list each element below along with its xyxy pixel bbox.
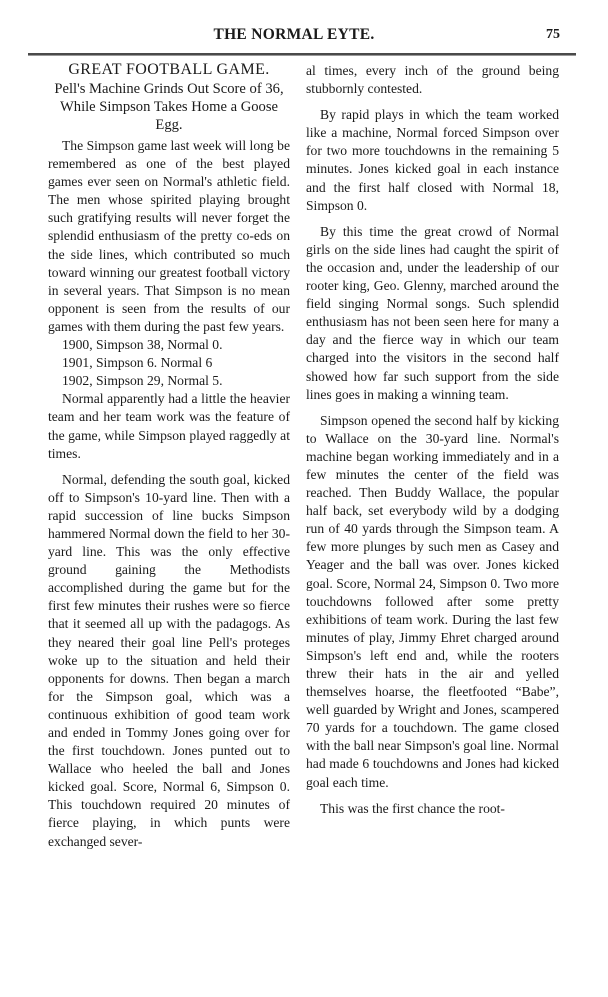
paragraph: Normal apparently had a little the heavier team and her team work was the feature of the game, while Simpson played raggedly at times. — [48, 391, 290, 461]
article-subheadline: Pell's Machine Grinds Out Score of 36, While Simpson Takes Home a Goose Egg. — [54, 81, 284, 133]
page-header — [28, 26, 560, 48]
right-column — [306, 62, 559, 818]
left-column — [48, 60, 290, 851]
paragraph: Simpson opened the second half by kicking to Wallace on the 30-yard line. Normal's machine began working immediately and in a few minutes the center of the field was reached. Then Buddy Wallace, the popular half back, set everybody wild by a dodging run of 40 yards through the Simpson team. A few more plunges by such men as Casey and Yeager and the ball was over. Jones kicked goal. Score, Normal 24, Simpson 0. Two more touchdowns followed after some pretty exhibitions of team work. During the last few minutes of play, Jimmy Ehret charged around Simpson's left end and, while the rooters threw their hats in the air and yelled themselves hoarse, the fleetfooted “Babe”, well guarded by Wright and Jones, scampered 70 yards for a touchdown. The game closed with the ball near Simpson's goal line. Normal had made 6 touchdowns and Jones had kicked goal each time. — [306, 412, 559, 790]
paragraph: The Simpson game last week will long be remembered as one of the best played games ever seen on Normal's athletic field. The men whose spirited playing brought such gratifying results will never forget the splendid enthusiasm of the pretty co-eds on the side lines, which contributed so much toward winning our greatest football victory in several years. That Simpson is no mean opponent is seen from the results of our games with them during the past few years. — [48, 138, 290, 334]
running-title: THE NORMAL EYTE. — [213, 26, 375, 43]
page-number: 75 — [546, 27, 560, 42]
header-rule — [28, 53, 576, 56]
paragraph: By this time the great crowd of Normal girls on the side lines had caught the spirit of the occasion and, under the leadership of our rooter king, Geo. Glenny, marched around the field singing Normal songs. Such splendid enthusiasm has not been seen here for many a day and the fierce way in which our team charged into the visitors in the second half showed how far such support from the side lines goes in making a winning team. — [306, 223, 559, 402]
article-headline: GREAT FOOTBALL GAME. — [68, 61, 270, 78]
paragraph-continued: al times, every inch of the ground being stubbornly contested. — [306, 63, 559, 97]
paragraph: By rapid plays in which the team worked like a machine, Normal forced Simpson over for two more touchdowns in the remaining 5 minutes. Jones kicked goal in each instance and the first half closed with Normal 18, Simpson 0. — [306, 107, 559, 213]
score-line: 1900, Simpson 38, Normal 0. — [62, 337, 223, 353]
paragraph: Normal, defending the south goal, kicked off to Simpson's 10-yard line. Then with a rapid succession of line bucks Simpson hammered Normal down the field to her 30-yard line. This was the only effective ground gaining the Methodists accomplished during the game but for the first few minutes their rushes were so fierce that it seemed all up with the padagogs. As they neared their goal line Pell's proteges woke up to the situation and held their opponents for downs. Then began a march for the Simpson goal, which was a continuous exhibition of good team work and ended in Tommy Jones going over for the first touchdown. Jones punted out to Wallace who heeled the ball and Jones kicked goal. Score, Normal 6, Simpson 0. This touchdown required 20 minutes of fierce playing, in which punts were exchanged sever- — [48, 471, 290, 849]
score-line: 1901, Simpson 6. Normal 6 — [62, 355, 213, 371]
score-line: 1902, Simpson 29, Normal 5. — [62, 373, 223, 389]
paragraph: This was the first chance the root- — [320, 800, 505, 816]
